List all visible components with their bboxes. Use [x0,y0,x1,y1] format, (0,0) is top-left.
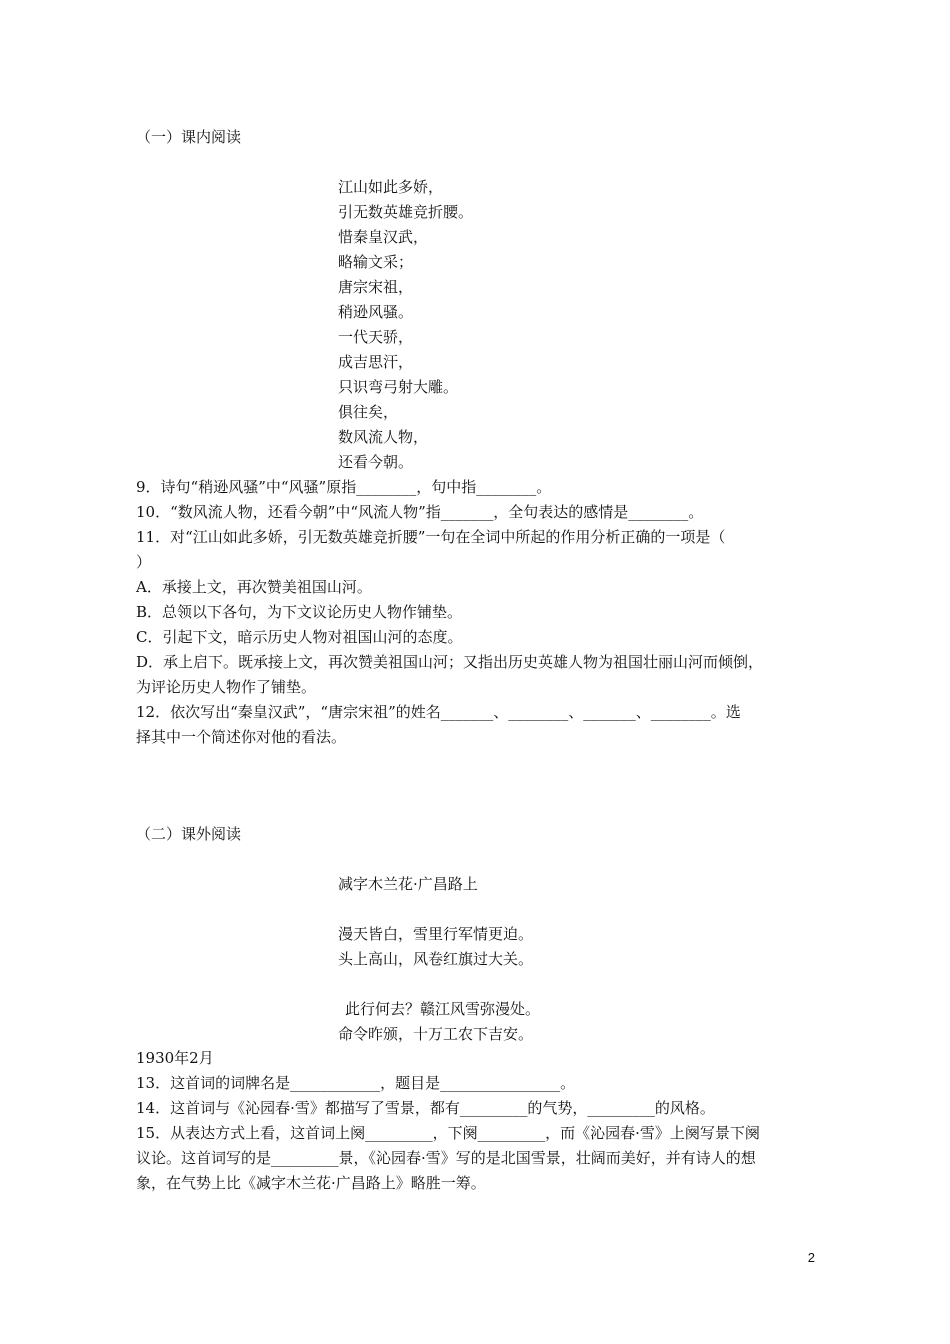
question-12: 12．依次写出“秦皇汉武”，“唐宗宋祖”的姓名_______、________、_______、________。选 [136,703,741,721]
question-15: 15．从表达方式上看，这首词上阕_________，下阕_________，而《沁园春·雪》上阕写景下阕 [136,1124,760,1142]
question-14: 14．这首词与《沁园春·雪》都描写了雪景，都有_________的气势，_________的风格。 [136,1099,715,1117]
section-heading-extra: （二）课外阅读 [136,825,242,843]
option-d-continued: 为评论历史人物作了铺垫。 [136,678,317,696]
question-11: 11．对“江山如此多娇，引无数英雄竞折腰”一句在全词中所起的作用分析正确的一项是（ [136,528,726,546]
question-13: 13．这首词的词牌名是____________，题目是________________。 [136,1074,576,1092]
poem-line: 数风流人物， [338,428,429,446]
question-12-continued: 择其中一个简述你对他的看法。 [136,728,347,746]
option-d: D．承上启下。既承接上文，再次赞美祖国山河；又指出历史英雄人物为祖国壮丽山河而倾倒， [136,653,764,671]
poem-line: 唐宗宋祖， [338,278,414,296]
poem-line: 还看今朝。 [338,453,414,471]
question-11-paren: ） [136,553,152,571]
question-10: 10．“数风流人物，还看今朝”中“风流人物”指_______，全句表达的感情是________。 [136,503,704,521]
question-9: 9．诗句“稍逊风骚”中“风骚”原指________，句中指________。 [136,478,552,496]
option-a: A．承接上文，再次赞美祖国山河。 [136,578,372,596]
poem-title: 减字木兰花·广昌路上 [338,875,478,893]
poem-line: 稍逊风骚。 [338,303,414,321]
poem-line: 引无数英雄竞折腰。 [338,203,474,221]
poem-line: 只识弯弓射大雕。 [338,378,459,396]
poem-line: 此行何去？赣江风雪弥漫处。 [345,1000,541,1018]
question-15-end: 象，在气势上比《减字木兰花·广昌路上》略胜一筹。 [136,1174,486,1192]
poem-line: 略输文采； [338,253,414,271]
poem-line: 惜秦皇汉武， [338,228,429,246]
poem-line: 命令昨颁，十万工农下吉安。 [338,1025,534,1043]
poem-line: 头上高山，风卷红旗过大关。 [338,950,534,968]
question-15-continued: 议论。这首词写的是_________景，《沁园春·雪》写的是北国雪景，壮阔而美好，并有诗人的想 [136,1149,756,1167]
poem-line: 一代天骄， [338,328,414,346]
poem-line: 俱往矣， [338,403,399,421]
section-heading-in-class: （一）课内阅读 [136,128,242,146]
page-number: 2 [807,1250,815,1265]
poem-line: 漫天皆白，雪里行军情更迫。 [338,925,534,943]
option-b: B．总领以下各句，为下文议论历史人物作铺垫。 [136,603,463,621]
poem-line: 江山如此多娇， [338,178,444,196]
option-c: C．引起下文，暗示历史人物对祖国山河的态度。 [136,628,463,646]
poem-line: 成吉思汗， [338,353,414,371]
poem-date: 1930年2月 [136,1049,214,1067]
